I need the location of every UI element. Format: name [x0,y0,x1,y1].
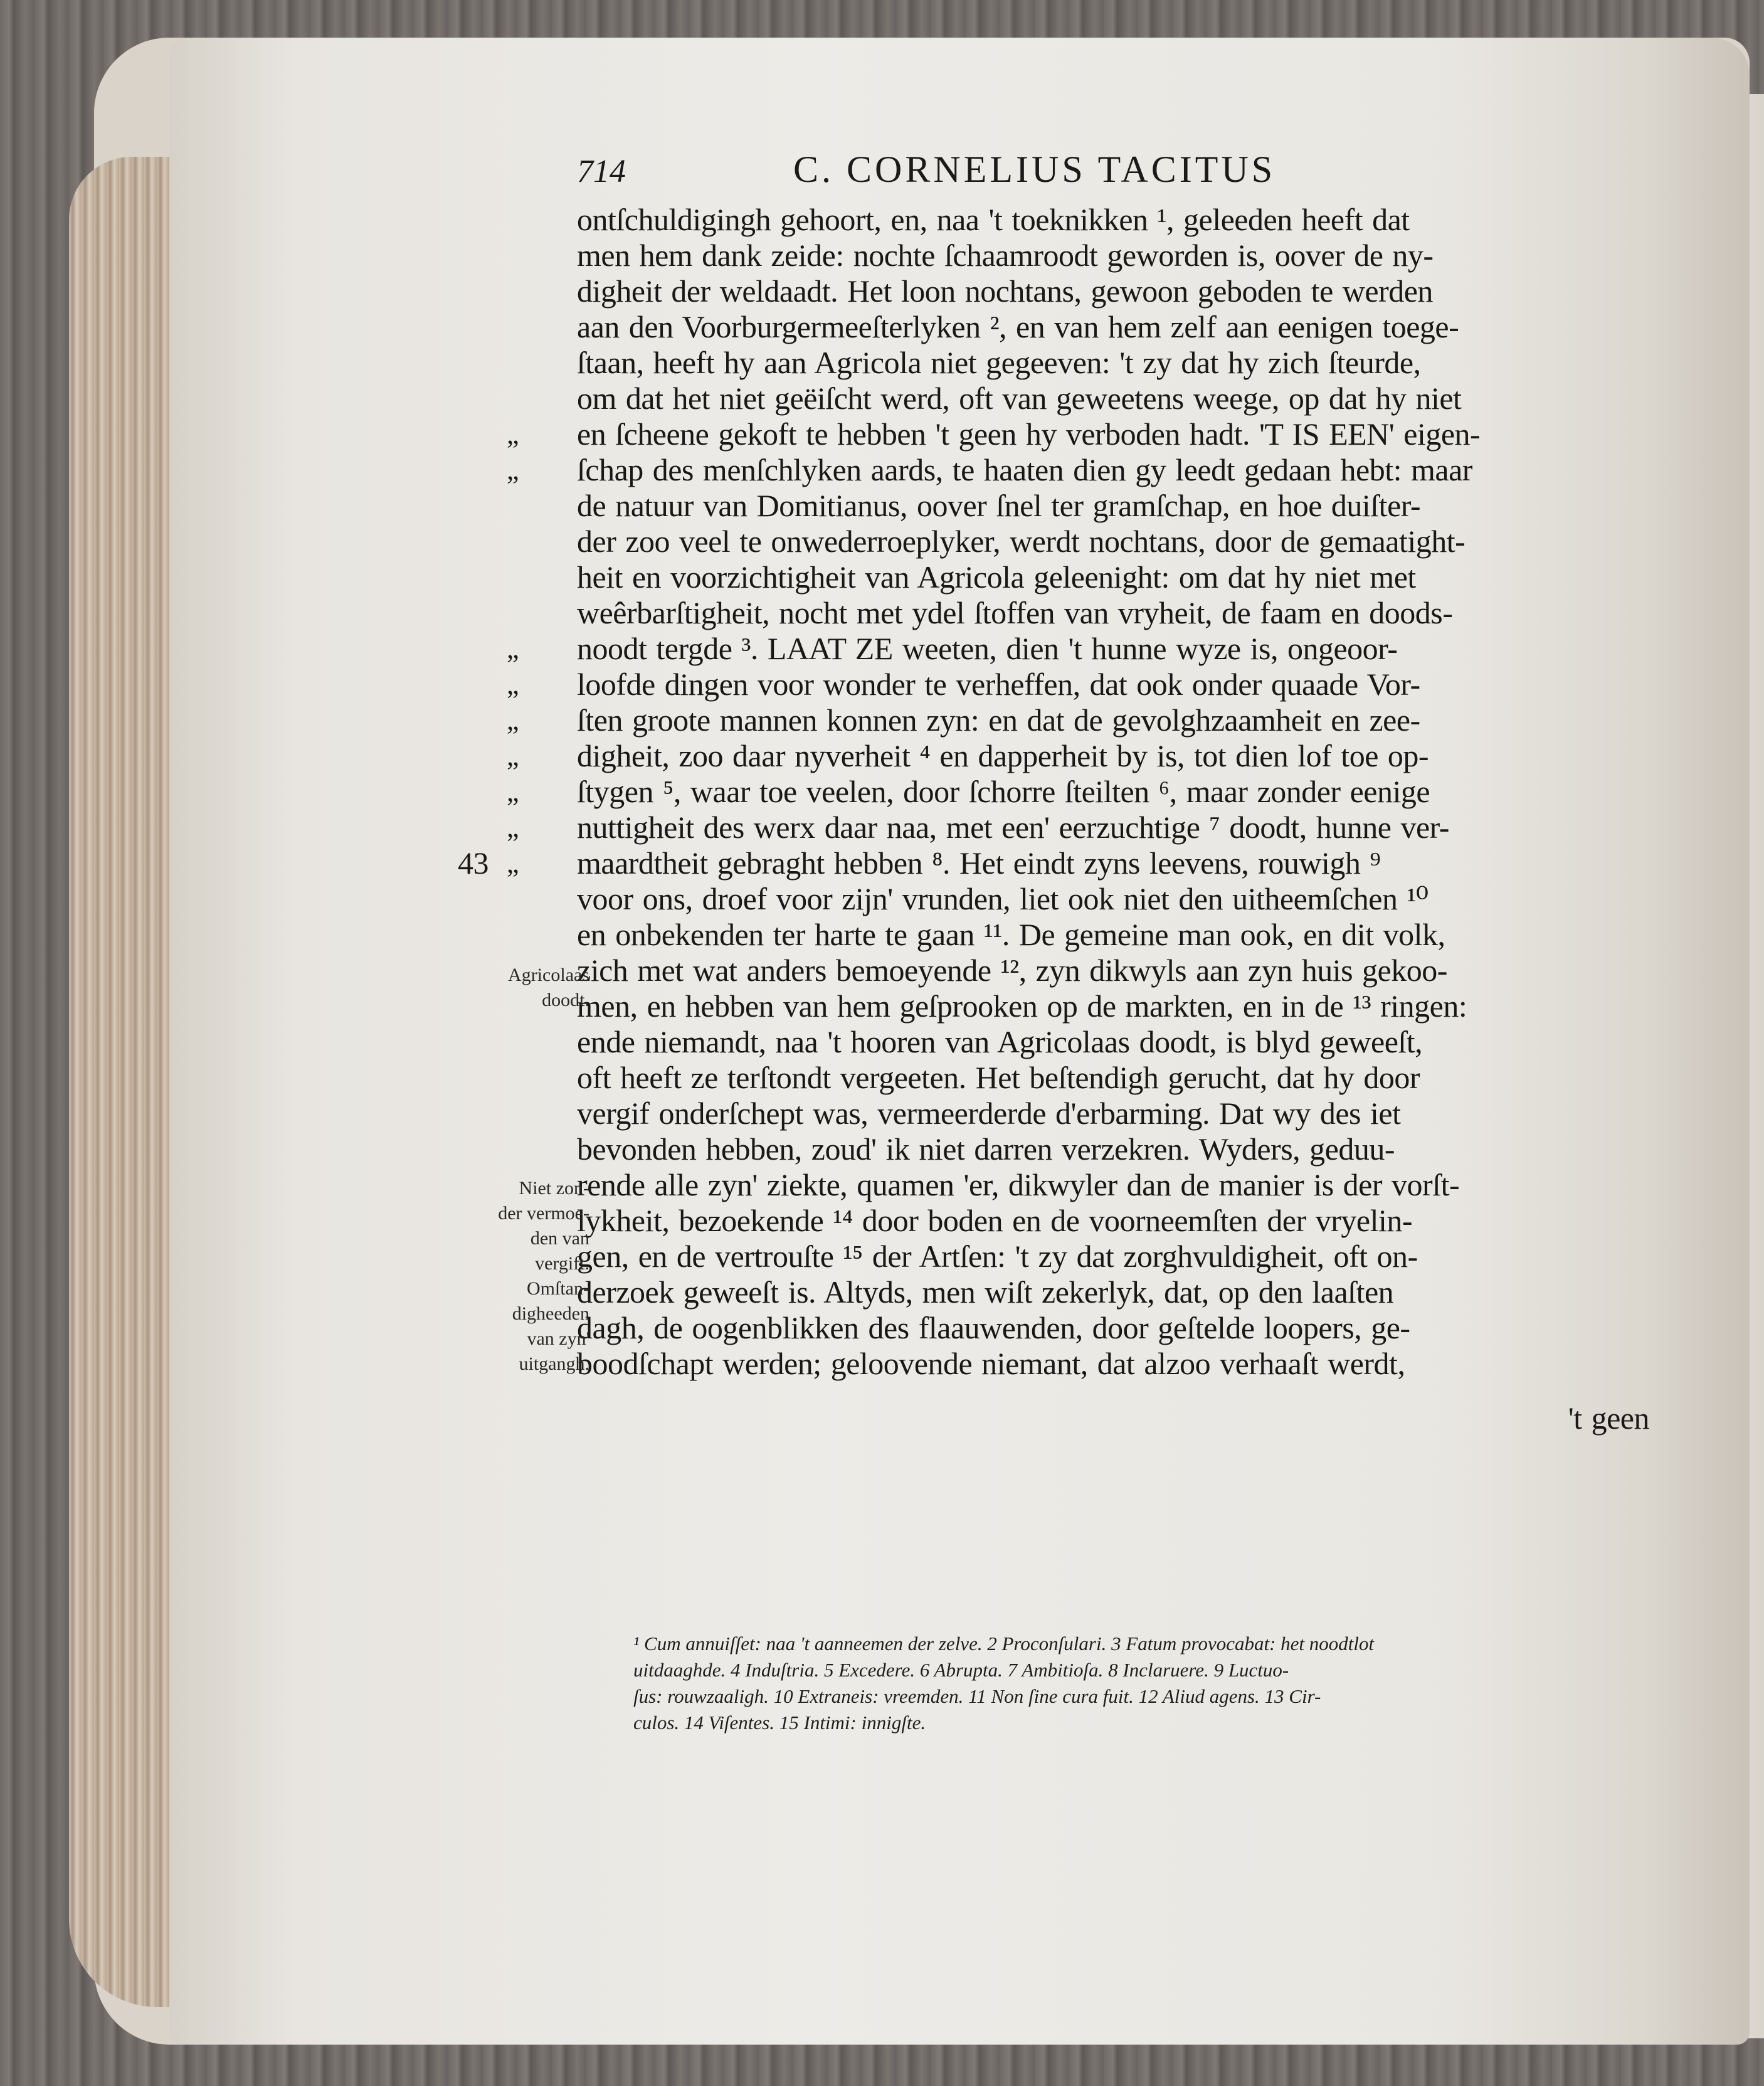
line-text: en onbekenden ter harte te gaan ¹¹. De gemeine man ook, en dit volk, [577,917,1445,952]
margin-note-line: van zyn' [527,1328,589,1349]
line-text: nuttigheit des werx daar naa, met een' eerzuchtige ⁷ doodt, hunne ver- [577,810,1449,845]
line-text: digheit, zoo daar nyverheit ⁴ en dapperheit by is, tot dien lof toe op- [577,738,1429,773]
text-line [552,1167,1656,1203]
line-text: ſchap des menſchlyken aards, te haaten dien gy leedt gedaan hebt: maar [577,452,1472,487]
quote-mark: „ [507,669,519,700]
quote-mark: „ [507,455,519,485]
line-text: ende niemandt, naa 't hooren van Agricolaas doodt, is blyd geweeſt, [577,1024,1423,1059]
line-text: ſten groote mannen konnen zyn: en dat de gevolghzaamheit en zee- [577,702,1420,738]
margin-note-line: vergift. [535,1253,589,1274]
line-text: dagh, de oogenblikken des flaauwenden, door geſtelde loopers, ge- [577,1310,1410,1345]
text-line [507,810,1656,845]
line-text: heit en voorzichtigheit van Agricola geleenight: om dat hy niet met [577,559,1416,595]
line-text: weêrbarſtigheit, nocht met ydel ſtoffen van vryheit, de faam en doods- [577,595,1453,630]
line-text: boodſchapt werden; geloovende niemant, dat alzoo verhaaſt werdt, [577,1346,1405,1381]
line-text: der zoo veel te onwederroeplyker, werdt nochtans, door de gemaatight- [577,524,1466,559]
margin-note-line: doodt. [542,990,589,1010]
quote-mark: „ [507,705,519,736]
text-line [552,917,1656,953]
line-text: vergif onderſchept was, vermeerderde d'erbarming. Dat wy des iet [577,1096,1401,1131]
running-title: C. CORNELIUS TACITUS [793,149,1276,190]
line-text: voor ons, droef voor zijn' vrunden, liet ook niet den uitheemſchen ¹⁰ [577,881,1429,916]
text-line [552,559,1656,595]
text-line [552,1346,1656,1382]
line-text: de natuur van Domitianus, oover ſnel ter gramſchap, en hoe duiſter- [577,488,1421,523]
margin-note-line: Niet zon- [519,1178,589,1199]
line-text: lykheit, bezoekende ¹⁴ door boden en de voorneemſten der vryelin- [577,1203,1412,1238]
margin-note-line: uitgangh. [519,1353,589,1374]
text-line [552,1239,1656,1274]
margin-note-poison [477,1176,589,1377]
margin-note-line: den van [530,1228,589,1249]
text-line [552,881,1656,917]
line-text: rende alle zyn' ziekte, quamen 'er, dikwyler dan de manier is der vorſt- [577,1167,1460,1202]
page-number: 714 [577,154,626,189]
text-line [552,1131,1656,1167]
footnotes [633,1631,1649,1736]
line-text: maardtheit gebraght hebben ⁸. Het eindt zyns leevens, rouwigh ⁹ [577,845,1381,881]
quote-mark: „ [507,776,519,807]
text-line [552,1096,1656,1131]
line-text: ſtaan, heeft hy aan Agricola niet gegeeven: 't zy dat hy zich ſteurde, [577,345,1421,380]
text-line [552,1024,1656,1060]
line-text: gen, en de vertrouſte ¹⁵ der Artſen: 't zy dat zorghvuldigheit, oft on- [577,1239,1418,1274]
catchword: 't geen [1568,1400,1649,1436]
margin-note-line: der vermoe- [498,1203,589,1224]
text-line [552,488,1656,524]
page-header [577,148,1656,198]
text-line [552,1274,1656,1310]
line-text: en ſcheene gekoft te hebben 't geen hy verboden hadt. 'T IS EEN' eigen- [577,416,1481,452]
margin-note-line: Agricolaas [508,965,589,985]
margin-note-line: Omſtan- [527,1278,589,1299]
quote-mark: „ [507,848,519,879]
text-line [552,1060,1656,1096]
text-line [507,416,1656,452]
text-line [458,845,1656,881]
footnote-line: uitdaaghde. 4 Induſtria. 5 Excedere. 6 Abrupta. 7 Ambitioſa. 8 Inclaruere. 9 Luctuo- [633,1659,1289,1681]
text-line [507,667,1656,702]
line-text: aan den Voorburgermeeſterlyken ², en van hem zelf aan eenigen toege- [577,309,1459,344]
line-text: bevonden hebben, zoud' ik niet darren verzekren. Wyders, geduu- [577,1131,1395,1167]
quote-mark: „ [507,419,519,450]
text-line [552,273,1656,309]
line-text: zich met wat anders bemoeyende ¹², zyn dikwyls aan zyn huis gekoo- [577,953,1447,988]
line-text: digheit der weldaadt. Het loon nochtans, gewoon geboden te werden [577,273,1433,309]
text-line [507,738,1656,774]
line-text: oft heeft ze terſtondt vergeeten. Het beſtendigh gerucht, dat hy door [577,1060,1420,1095]
section-number: 43 [458,845,489,881]
line-text: men hem dank zeide: nochte ſchaamroodt geworden is, oover de ny- [577,238,1434,273]
line-text: loofde dingen voor wonder te verheffen, dat ook onder quaade Vor- [577,667,1420,702]
footnote-line: ſus: rouwzaaligh. 10 Extraneis: vreemden. 11 Non ſine cura fuit. 12 Aliud agens. 13 Cir- [633,1685,1321,1707]
text-line [552,988,1656,1024]
text-line [552,1310,1656,1346]
quote-mark: „ [507,741,519,771]
margin-note-death [477,963,589,1013]
margin-note-line: digheeden [512,1303,589,1324]
text-line [552,381,1656,416]
line-text: derzoek geweeſt is. Altyds, men wiſt zekerlyk, dat, op den laaſten [577,1274,1394,1310]
text-line [507,631,1656,667]
text-line [552,524,1656,559]
line-text: om dat het niet geëiſcht werd, oft van geweetens weege, op dat hy niet [577,381,1462,416]
text-line [507,774,1656,810]
text-line [507,702,1656,738]
text-line [552,202,1656,238]
line-text: men, en hebben van hem geſprooken op de markten, en in de ¹³ ringen: [577,988,1467,1024]
text-line [552,595,1656,631]
text-line [552,953,1656,988]
line-text: ſtygen ⁵, waar toe veelen, door ſchorre ſteilten ⁶, maar zonder eenige [577,774,1430,809]
quote-mark: „ [507,633,519,664]
footnote-line: culos. 14 Viſentes. 15 Intimi: innigſte. [633,1712,926,1734]
text-line [552,345,1656,381]
footnote-line: ¹ Cum annuiſſet: naa 't aanneemen der zelve. 2 Proconſulari. 3 Fatum provocabat: het noodtlot [633,1633,1375,1655]
text-line [507,452,1656,488]
line-text: noodt tergde ³. LAAT ZE weeten, dien 't hunne wyze is, ongeoor- [577,631,1398,666]
quote-mark: „ [507,812,519,843]
text-line [552,309,1656,345]
text-line [552,238,1656,273]
line-text: ontſchuldigingh gehoort, en, naa 't toeknikken ¹, geleeden heeft dat [577,202,1410,237]
text-line [552,1203,1656,1239]
